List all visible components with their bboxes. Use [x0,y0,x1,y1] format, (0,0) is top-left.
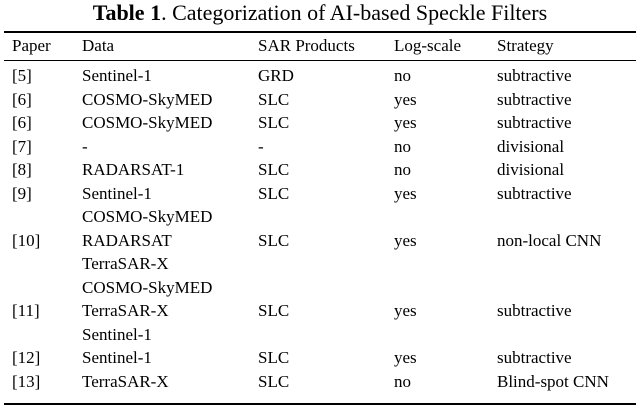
table-caption [0,0,640,26]
cell-strategy-text: non-local CNN [497,230,602,250]
cell-log-scale [394,205,417,276]
cell-strategy [497,276,572,347]
cell-strategy-text: subtractive [497,66,572,85]
cell-log-scale [394,135,411,159]
cell-paper-text: [5] [12,66,32,85]
cell-data-line: RADARSAT [82,230,172,250]
cell-paper [12,88,32,112]
cell-data [82,88,212,112]
cell-log-scale [394,158,411,182]
cell-log-scale-text: no [394,66,411,85]
cell-data-line: COSMO-SkyMED [82,277,213,297]
cell-sar-products [258,88,289,112]
cell-strategy-text: subtractive [497,348,572,367]
table-row [0,64,640,88]
cell-strategy [497,111,572,135]
table-row [0,88,640,112]
cell-log-scale-text: yes [394,301,417,320]
cell-sar-products [258,158,289,182]
cell-data [82,182,152,206]
cell-log-scale-text: no [394,371,411,391]
caption-label: Table 1 [92,0,162,25]
cell-strategy-text: subtractive [497,183,572,203]
cell-paper [12,135,32,159]
cell-data-line: COSMO-SkyMED [82,113,213,132]
cell-log-scale-text: yes [394,89,417,109]
cell-strategy-text: subtractive [497,301,572,320]
cell-data-line: Sentinel-1 [82,183,152,203]
cell-strategy-text: subtractive [497,113,572,132]
cell-strategy [497,135,564,159]
cell-log-scale-text: yes [394,183,417,203]
cell-strategy [497,64,572,88]
cell-paper-text: [11] [12,301,40,320]
cell-log-scale-text: yes [394,230,417,250]
cell-strategy [497,346,572,370]
cell-paper-text: [6] [12,89,32,109]
cell-sar-products-text: SLC [258,371,290,391]
cell-paper-text: [10] [12,230,41,250]
cell-log-scale [394,346,417,370]
cell-sar-products [258,276,289,347]
cell-data-line: TerraSAR-X [82,254,169,273]
cell-paper [12,370,40,394]
cell-sar-products [258,111,289,135]
header-data: Data [82,36,115,55]
cell-paper [12,205,40,276]
cell-data [82,205,212,276]
table-row [0,182,640,206]
cell-data-line: - [82,136,88,156]
cell-strategy [497,88,572,112]
cell-sar-products-text: - [258,136,264,156]
cell-data-line: TerraSAR-X [82,371,169,391]
cell-data-line: Sentinel-1 [82,324,152,344]
cell-sar-products-text: SLC [258,160,290,179]
table-row [0,158,640,182]
cell-strategy [497,182,572,206]
cell-log-scale-text: yes [394,113,417,132]
cell-sar-products-text: GRD [258,66,294,85]
cell-log-scale [394,370,411,394]
cell-paper-text: [7] [12,136,32,156]
cell-sar-products [258,346,289,370]
table-row [0,370,640,394]
cell-sar-products [258,135,264,159]
cell-sar-products-text: SLC [258,89,290,109]
cell-paper-text: [8] [12,160,32,179]
cell-strategy-text: divisional [497,160,565,179]
cell-log-scale [394,64,411,88]
header-rule [4,60,636,61]
cell-data [82,276,212,347]
cell-sar-products-text: SLC [258,230,290,250]
cell-sar-products [258,370,289,394]
cell-data [82,158,184,182]
cell-paper-text: [9] [12,183,32,203]
cell-log-scale [394,276,417,347]
cell-sar-products [258,64,294,88]
table-row [0,135,640,159]
header-strategy: Strategy [497,36,554,55]
cell-sar-products-text: SLC [258,113,290,132]
cell-data-line: RADARSAT-1 [82,160,185,179]
cell-log-scale [394,182,417,206]
cell-log-scale-text: yes [394,348,417,367]
cell-data [82,135,88,159]
table-row [0,346,640,370]
cell-data [82,346,152,370]
cell-data [82,64,152,88]
cell-paper-text: [13] [12,371,41,391]
header-paper: Paper [12,36,51,55]
cell-strategy [497,158,564,182]
cell-paper [12,64,32,88]
cell-sar-products [258,182,289,206]
cell-strategy-text: subtractive [497,89,572,109]
header-log-scale: Log-scale [394,36,462,55]
cell-paper [12,111,32,135]
cell-data-line: Sentinel-1 [82,66,152,85]
cell-data-line: Sentinel-1 [82,348,152,367]
cell-sar-products [258,205,289,276]
cell-paper [12,158,32,182]
cell-paper-text: [12] [12,348,41,367]
cell-strategy-text: divisional [497,136,565,156]
table-row [0,276,640,347]
cell-log-scale-text: no [394,160,411,179]
cell-data-line: COSMO-SkyMED [82,207,213,226]
cell-paper [12,182,32,206]
cell-paper [12,346,40,370]
cell-data-line: TerraSAR-X [82,301,169,320]
cell-data [82,111,212,135]
table-row [0,111,640,135]
bottom-rule [4,403,636,405]
cell-strategy [497,370,609,394]
cell-sar-products-text: SLC [258,348,290,367]
cell-paper [12,276,40,347]
table-row [0,205,640,276]
cell-log-scale [394,88,417,112]
header-sar-products: SAR Products [258,36,355,55]
cell-data [82,370,169,394]
cell-data-line: COSMO-SkyMED [82,89,213,109]
cell-strategy-text: Blind-spot CNN [497,371,609,391]
cell-log-scale [394,111,417,135]
cell-sar-products-text: SLC [258,301,290,320]
cell-strategy [497,205,601,276]
cell-paper-text: [6] [12,113,32,132]
cell-log-scale-text: no [394,136,411,156]
caption-text: . Categorization of AI-based Speckle Filters [161,0,548,25]
cell-sar-products-text: SLC [258,183,290,203]
